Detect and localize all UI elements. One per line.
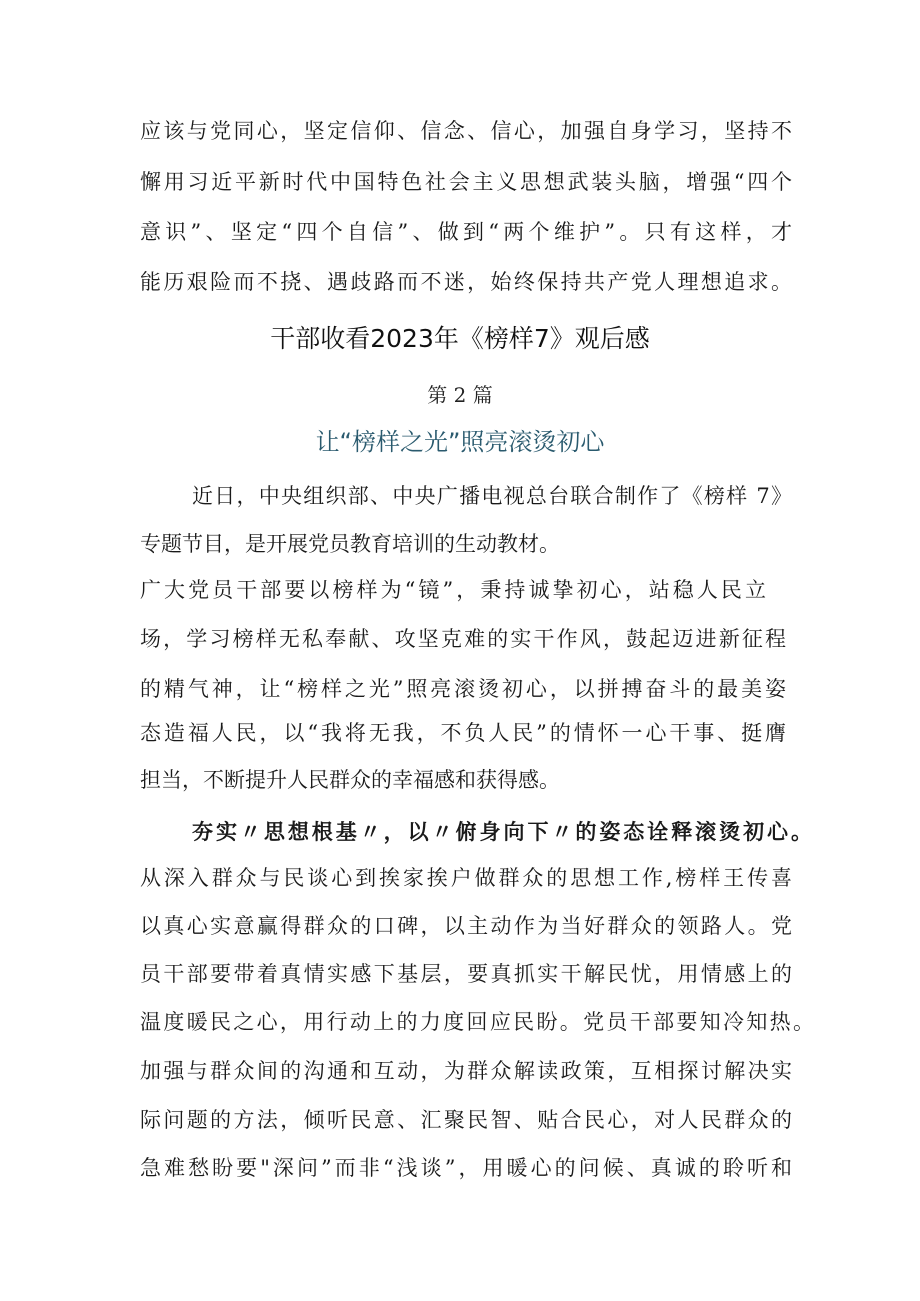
article-part-number: 第 2 篇	[427, 383, 493, 407]
para2-heading: 夯实〃思想根基〃，以〃俯身向下〃的姿态诠释滚烫初心。	[192, 819, 812, 844]
para2-line-6: 际问题的方法，倾听民意、汇聚民智、贴合民心，对人民群众的	[140, 1108, 792, 1132]
para2-line-2: 以真心实意赢得群众的口碑，以主动作为当好群众的领路人。党	[140, 914, 792, 938]
para2-line-3: 员干部要带着真情实感下基层，要真抓实干解民忧，用情感上的	[140, 962, 792, 986]
para1-line-7: 担当，不断提升人民群众的幸福感和获得感。	[140, 768, 560, 792]
para1-line-4: 场，学习榜样无私奉献、攻坚克难的实干作风，鼓起迈进新征程	[140, 627, 786, 651]
para2-line-7: 急难愁盼要"深问”而非“浅谈”，用暖心的问候、真诚的聆听和	[140, 1156, 792, 1180]
para1-line-5: 的精气神，让“榜样之光”照亮滚烫初心，以拼搏奋斗的最美姿	[140, 677, 786, 701]
intro-line-1: 应该与党同心，坚定信仰、信念、信心，加强自身学习，坚持不	[140, 119, 792, 143]
para1-line-3: 广大党员干部要以榜样为“镜”，秉持诚挚初心，站稳人民立	[140, 578, 766, 602]
para1-line-1: 近日，中央组织部、中央广播电视总台联合制作了《榜样 7》	[192, 484, 792, 508]
article-title: 干部收看2023年《榜样7》观后感	[270, 324, 650, 353]
article-subtitle: 让“榜样之光”照亮滚烫初心	[315, 428, 605, 456]
para2-line-1: 从深入群众与民谈心到挨家挨户做群众的思想工作,榜样王传喜	[140, 866, 792, 890]
intro-line-4: 能历艰险而不挠、遇歧路而不迷，始终保持共产党人理想追求。	[140, 270, 792, 294]
para1-line-2: 专题节目，是开展党员教育培训的生动教材。	[140, 532, 560, 556]
para2-line-5: 加强与群众间的沟通和互动，为群众解读政策，互相探讨解决实	[140, 1059, 792, 1083]
intro-line-2: 懈用习近平新时代中国特色社会主义思想武装头脑，增强“四个	[140, 170, 792, 194]
para1-line-6: 态造福人民，以“我将无我，不负人民”的情怀一心干事、挺膺	[140, 721, 786, 745]
intro-line-3: 意识”、坚定“四个自信”、做到“两个维护”。只有这样，才	[140, 220, 792, 244]
para2-line-4: 温度暖民之心，用行动上的力度回应民盼。党员干部要知冷知热。	[140, 1010, 814, 1034]
